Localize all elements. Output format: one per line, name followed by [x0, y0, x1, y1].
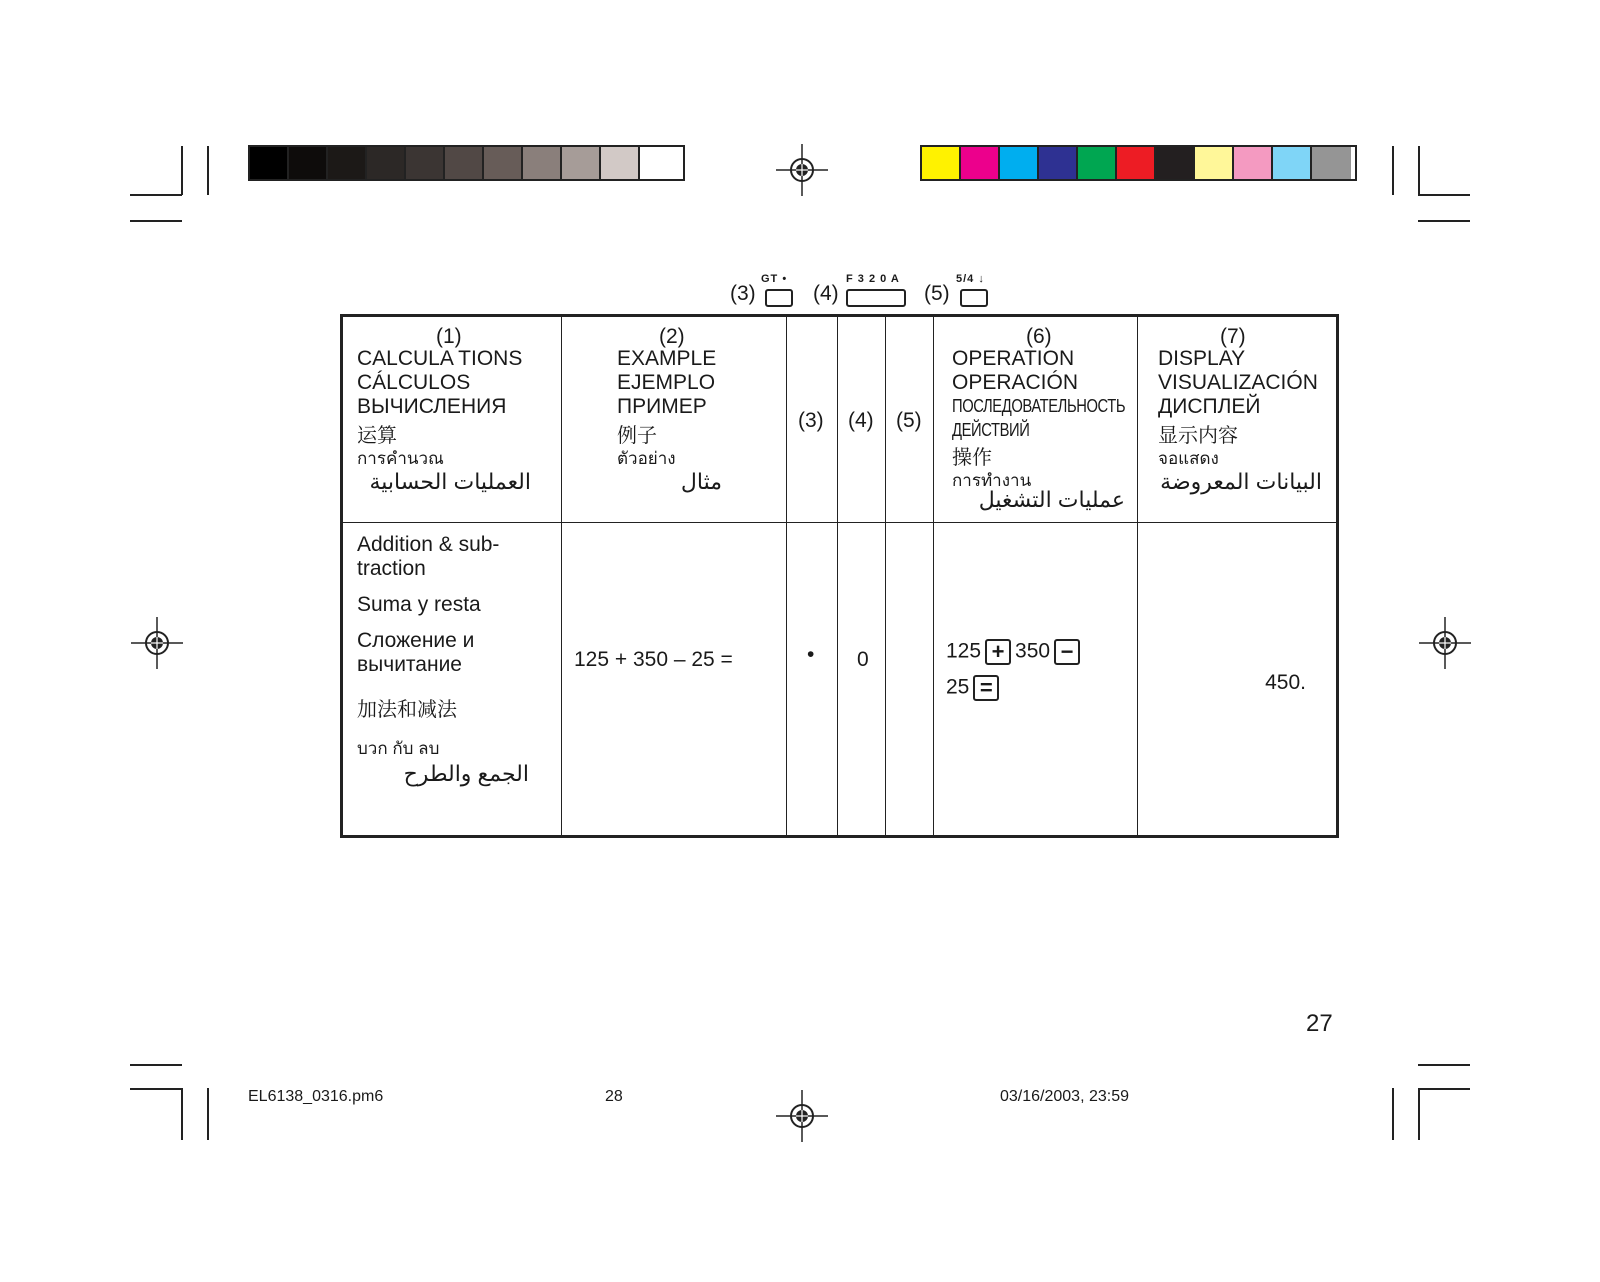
- header-2-ar: مثال: [680, 469, 722, 494]
- row-c4-value: 0: [857, 648, 869, 671]
- color-swatch: [1312, 147, 1351, 179]
- header-3-number: (3): [798, 409, 824, 432]
- row-col-4: [838, 523, 886, 837]
- row-example: [562, 523, 787, 837]
- switch-4-number: (4): [813, 282, 839, 305]
- header-6-number: (6): [1026, 325, 1052, 348]
- color-swatch: [922, 147, 961, 179]
- header-col-5: [886, 316, 934, 523]
- row-calc-ru-2: вычитание: [357, 653, 462, 676]
- registration-mark-right-icon: [1419, 617, 1471, 669]
- header-display: [1138, 316, 1338, 523]
- gray-swatch: [484, 147, 523, 179]
- row-calc-ar: الجمع والطرح: [403, 761, 529, 786]
- color-swatch: [1273, 147, 1312, 179]
- gray-swatch: [406, 147, 445, 179]
- header-7-ar: البيانات المعروضة: [1160, 469, 1322, 494]
- header-7-th: จอแสดง: [1158, 449, 1219, 468]
- switch-3-label: GT •: [761, 273, 788, 285]
- header-2-th: ตัวอย่าง: [617, 449, 676, 468]
- header-7-zh: 显示内容: [1158, 425, 1238, 447]
- row-calc-th: บวก กับ ลบ: [357, 739, 440, 758]
- row-calc-en-1: Addition & sub-: [357, 533, 500, 556]
- registration-mark-left-icon: [131, 617, 183, 669]
- row-calc-en-2: traction: [357, 557, 426, 580]
- color-swatch: [1195, 147, 1234, 179]
- gray-swatch: [328, 147, 367, 179]
- header-7-es: VISUALIZACIÓN: [1158, 371, 1318, 394]
- switch-3-number: (3): [730, 282, 756, 305]
- gray-swatch: [523, 147, 562, 179]
- operation-line-1: [946, 639, 1084, 665]
- operation-number-125: 125: [946, 639, 982, 663]
- color-swatch: [1000, 147, 1039, 179]
- header-col-3: [787, 316, 838, 523]
- color-swatch: [1039, 147, 1078, 179]
- gray-swatch: [367, 147, 406, 179]
- header-6-es: OPERACIÓN: [952, 371, 1079, 394]
- row-calc-es: Suma y resta: [357, 593, 481, 616]
- equals-key-icon: =: [973, 675, 999, 701]
- row-col-3: [787, 523, 838, 837]
- plus-key-icon: +: [985, 639, 1011, 665]
- header-1-ru: ВЫЧИСЛЕНИЯ: [357, 395, 507, 418]
- switch-3-box: [765, 289, 793, 307]
- header-6-th: การทำงาน: [952, 471, 1032, 490]
- header-7-ru: ДИСПЛЕЙ: [1158, 395, 1261, 418]
- switch-5-box: [960, 289, 988, 307]
- header-6-ru-2: ДЕЙСТВИЙ: [952, 420, 1030, 440]
- header-1-en: CALCULA TIONS: [357, 347, 523, 370]
- header-6-ar: عمليات التشغيل: [978, 487, 1125, 512]
- gray-swatch: [562, 147, 601, 179]
- calculation-table: [340, 314, 1339, 838]
- gray-swatch: [289, 147, 328, 179]
- row-calculation: [342, 523, 562, 837]
- header-1-th: การคำนวณ: [357, 449, 444, 468]
- header-example: [562, 316, 787, 523]
- header-1-number: (1): [436, 325, 462, 348]
- switch-4-box: [846, 289, 906, 307]
- header-6-ru-1: ПОСЛЕДОВАТЕЛЬНОСТЬ: [952, 396, 1126, 416]
- switch-5-label: 5/4 ↓: [956, 273, 985, 285]
- table-header-row: [342, 316, 1338, 523]
- row-display-value: 450.: [1265, 671, 1306, 694]
- row-display: [1138, 523, 1338, 837]
- operation-number-25: 25: [946, 675, 970, 699]
- gray-swatch: [640, 147, 679, 179]
- operation-line-2: [946, 675, 1003, 701]
- header-1-ar: العمليات الحسابية: [369, 469, 531, 494]
- registration-mark-bottom-icon: [776, 1090, 828, 1142]
- gray-swatch: [445, 147, 484, 179]
- footer-timestamp: 03/16/2003, 23:59: [1000, 1088, 1130, 1105]
- header-2-zh: 例子: [617, 425, 657, 447]
- header-7-en: DISPLAY: [1158, 347, 1246, 370]
- footer-filename: EL6138_0316.pm6: [248, 1088, 384, 1105]
- header-6-en: OPERATION: [952, 347, 1075, 370]
- header-1-zh: 运算: [357, 425, 397, 447]
- operation-number-350: 350: [1015, 639, 1051, 663]
- header-calculations: [342, 316, 562, 523]
- row-col-5: [886, 523, 934, 837]
- row-calc-ru-1: Сложение и: [357, 629, 475, 652]
- registration-mark-top-icon: [776, 144, 828, 196]
- header-4-number: (4): [848, 409, 874, 432]
- header-2-es: EJEMPLO: [617, 371, 716, 394]
- switch-4-label: F 3 2 0 A: [846, 273, 900, 285]
- row-c3-value: •: [807, 643, 815, 666]
- table-row: [342, 523, 1338, 837]
- row-example-text: 125 + 350 – 25 =: [574, 648, 733, 671]
- color-swatch: [1156, 147, 1195, 179]
- switch-5-number: (5): [924, 282, 950, 305]
- page-number: 27: [1306, 1010, 1333, 1037]
- process-color-bar: [920, 145, 1357, 181]
- header-1-es: CÁLCULOS: [357, 371, 471, 394]
- color-swatch: [961, 147, 1000, 179]
- footer-page: 28: [605, 1088, 623, 1105]
- header-2-number: (2): [659, 325, 685, 348]
- grayscale-color-bar: [248, 145, 685, 181]
- color-swatch: [1078, 147, 1117, 179]
- header-2-en: EXAMPLE: [617, 347, 717, 370]
- header-2-ru: ПРИМЕР: [617, 395, 707, 418]
- gray-swatch: [601, 147, 640, 179]
- row-calc-zh: 加法和减法: [357, 699, 457, 721]
- minus-key-icon: −: [1054, 639, 1080, 665]
- row-operation: [934, 523, 1138, 837]
- color-swatch: [1234, 147, 1273, 179]
- gray-swatch: [250, 147, 289, 179]
- header-7-number: (7): [1220, 325, 1246, 348]
- header-6-zh: 操作: [952, 447, 992, 469]
- header-col-4: [838, 316, 886, 523]
- header-5-number: (5): [896, 409, 922, 432]
- color-swatch: [1117, 147, 1156, 179]
- header-operation: [934, 316, 1138, 523]
